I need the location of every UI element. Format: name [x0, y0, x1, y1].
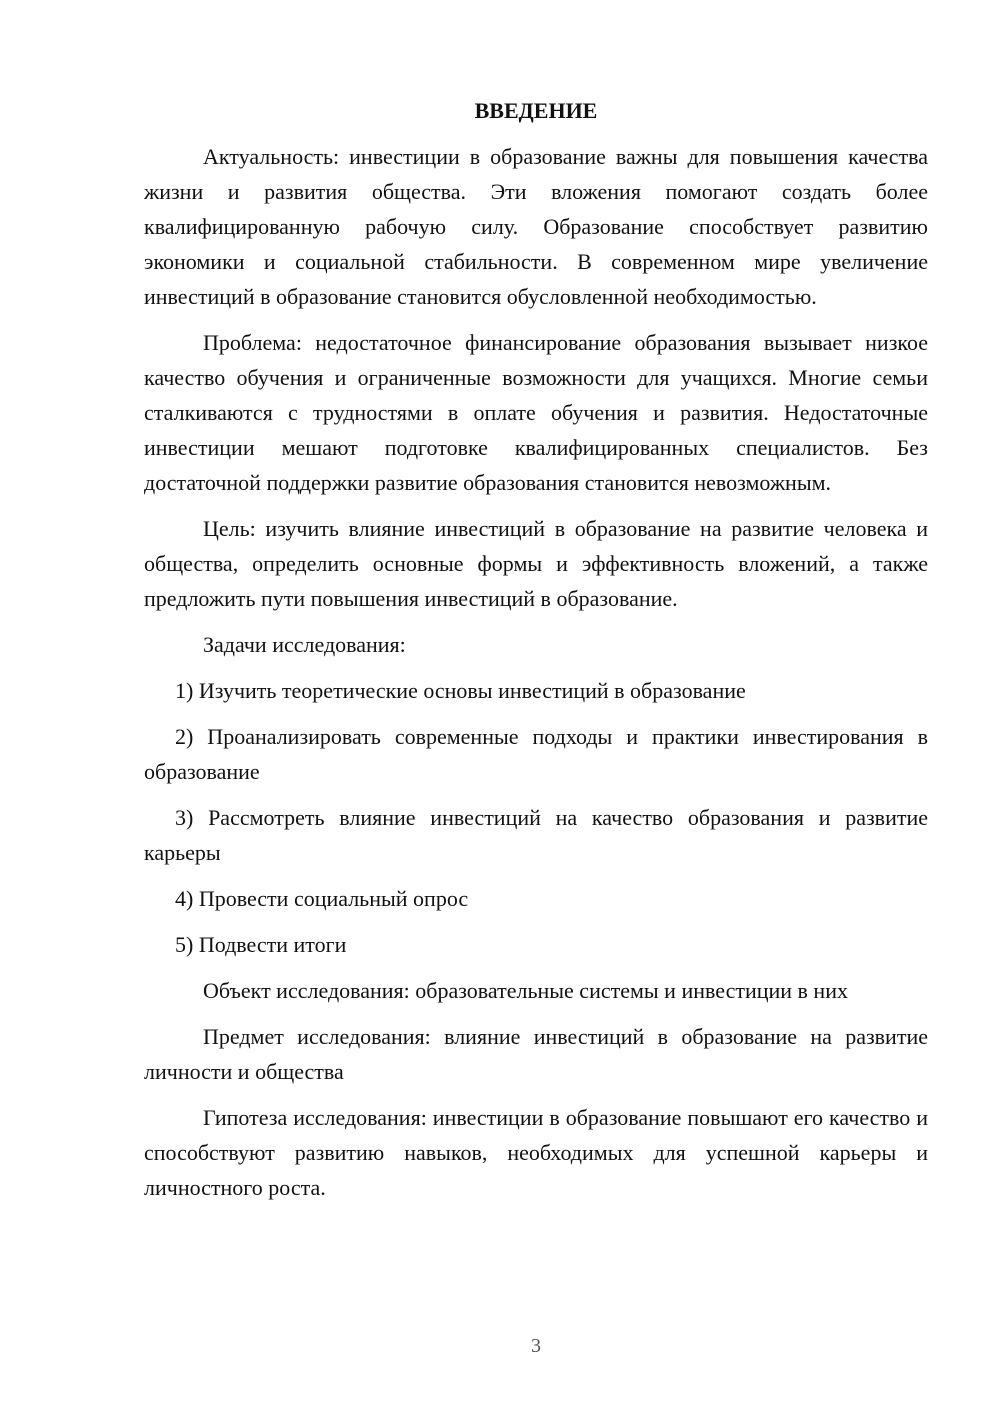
paragraph-problem: Проблема: недостаточное финансирование образования вызывает низкое качество обучения и ограниченные возможности для учащихся. Многие семьи сталкиваются с трудностями в оплате обучения и развития. Недостаточные инвестиции мешают подготовке квалифицированных специалистов. Без достаточной поддержки развитие образования становится невозможным. [144, 330, 928, 495]
paragraph-hypothesis: Гипотеза исследования: инвестиции в образование повышают его качество и способствуют развитию навыков, необходимых для успешной карьеры и личностного роста. [144, 1105, 928, 1200]
page-number: 3 [531, 1335, 541, 1357]
document-body [144, 93, 928, 1216]
task-item-2: 2) Проанализировать современные подходы и практики инвестирования в образование [144, 724, 928, 784]
task-item-3: 3) Рассмотреть влияние инвестиций на качество образования и развитие карьеры [144, 805, 928, 865]
paragraph-tasks-heading: Задачи исследования: [203, 632, 406, 657]
paragraph-relevance: Актуальность: инвестиции в образование важны для повышения качества жизни и развития общества. Эти вложения помогают создать более квалифицированную рабочую силу. Образование способствует развитию экономики и социальной стабильности. В современном мире увеличение инвестиций в образование становится обусловленной необходимостью. [144, 144, 928, 309]
page-title: ВВЕДЕНИЕ [474, 98, 598, 123]
paragraph-goal: Цель: изучить влияние инвестиций в образование на развитие человека и общества, определить основные формы и эффективность вложений, а также предложить пути повышения инвестиций в образование. [144, 516, 928, 611]
task-item-4: 4) Провести социальный опрос [175, 886, 469, 911]
task-item-5: 5) Подвести итоги [175, 932, 347, 957]
task-item-1: 1) Изучить теоретические основы инвестиций в образование [175, 678, 746, 703]
paragraph-subject: Предмет исследования: влияние инвестиций в образование на развитие личности и общества [144, 1024, 928, 1084]
paragraph-object: Объект исследования: образовательные системы и инвестиции в них [203, 978, 848, 1003]
